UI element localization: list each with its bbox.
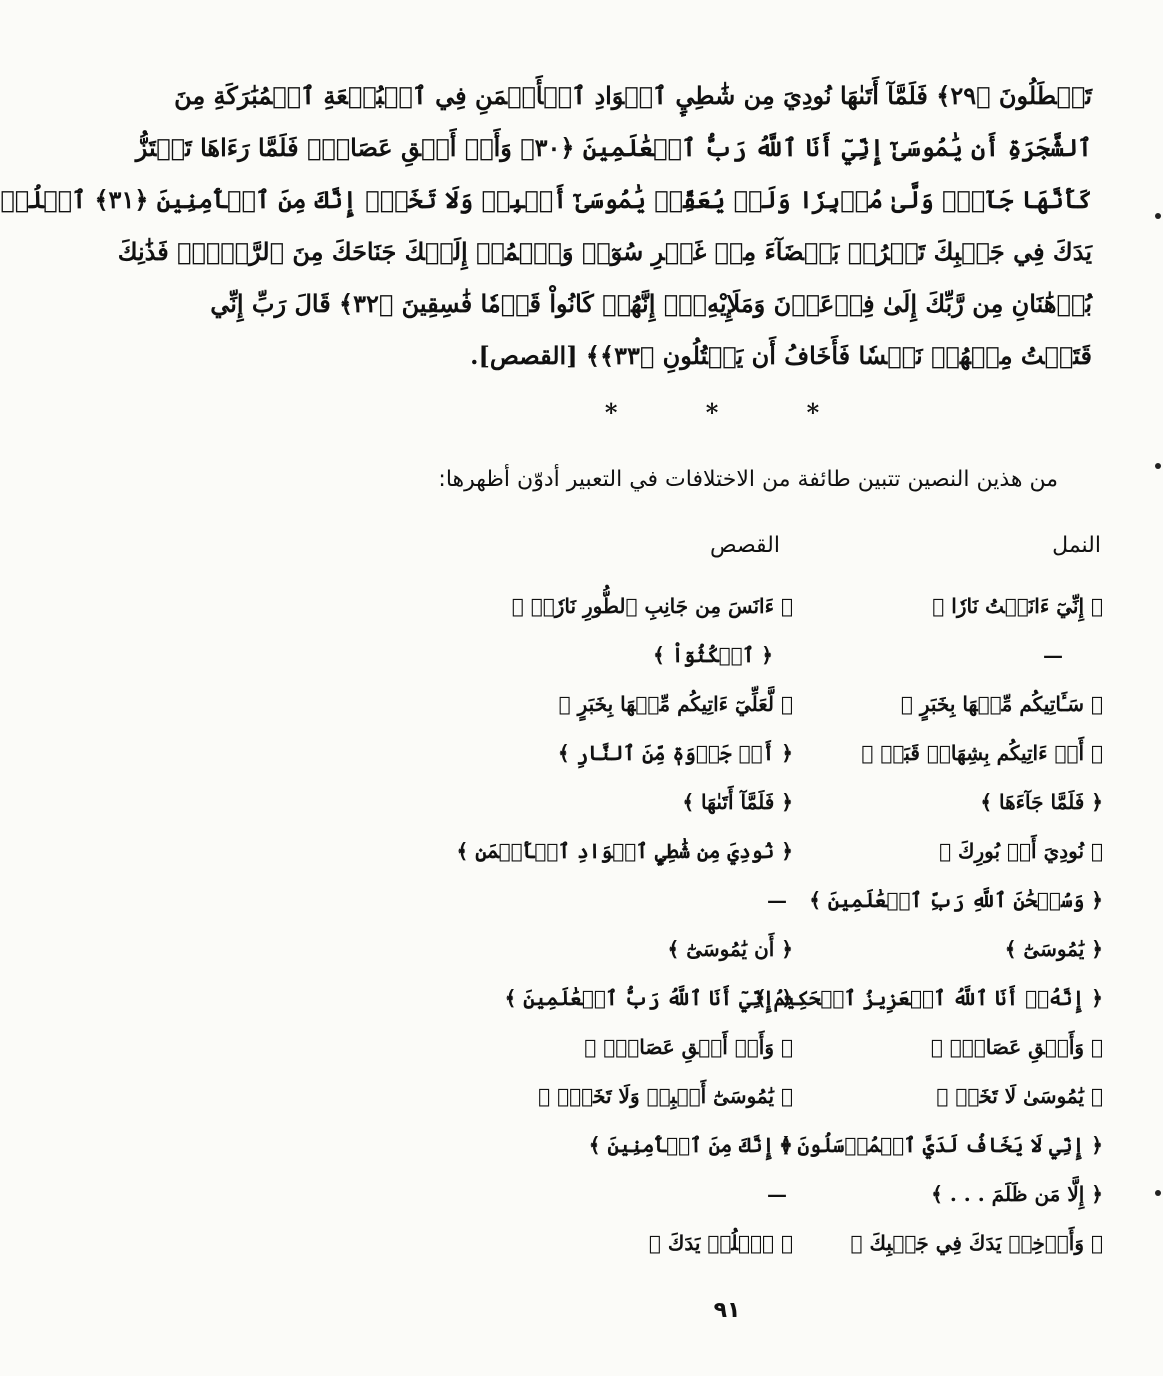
qasas-cell: ﴿ أَوۡ جَذۡوَةٖ مِّنَ ٱلنَّارِ ﴾ (557, 741, 793, 765)
comparison-row (456, 827, 1103, 876)
qasas-cell: ﴿ ءَانَسَ مِن جَانِبِ ٱلطُّورِ نَارٗاۖ ﴾ (511, 594, 793, 618)
comparison-row (483, 631, 1103, 680)
qasas-cell: ﴿ نُودِيَ مِن شَٰطِيِٕ ٱلۡوَادِ ٱلۡأَيۡمَنِ ﴾ (456, 839, 793, 863)
comparison-row (483, 680, 1103, 729)
passage-line: كَأَنَّهَا جَآنّٞ وَلَّىٰ مُدۡبِرٗا وَلَمۡ يُعَقِّبۚ يَٰمُوسَىٰٓ أَقۡبِلۡ وَلَا تَخَفۡۖ إِنَّكَ مِنَ ٱلۡأٓمِنِينَ ﴿٣١﴾ ٱسۡلُكۡ (0, 185, 1092, 214)
comparison-row (483, 1072, 1103, 1121)
naml-cell: ﴿ إِنِّيٓ ءَانَسۡتُ نَارٗا ﴾ (932, 594, 1103, 618)
naml-cell: ﴿ وَأَلۡقِ عَصَاكَۚ ﴾ (930, 1035, 1103, 1059)
qasas-cell: ﴿ إِنِّيٓ أَنَا ٱللَّهُ رَبُّ ٱلۡعَٰلَمِينَ ﴾ (504, 986, 793, 1010)
passage-line: قَتَلۡتُ مِنۡهُمۡ نَفۡسٗا فَأَخَافُ أَن يَقۡتُلُونِ ﴿٣٣﴾﴾ [القصص]. (470, 341, 1092, 370)
qasas-cell: ﴿ أَن يَٰمُوسَىٰٓ ﴾ (667, 937, 793, 961)
scan-margin-mark (1155, 463, 1161, 469)
comparison-row (483, 1023, 1103, 1072)
passage-line: بُرۡهَٰنَانِ مِن رَّبِّكَ إِلَىٰ فِرۡعَوۡنَ وَمَلَإِيْهِۦٓۚ إِنَّهُمۡ كَانُواْ قَوۡمٗا فَٰسِقِينَ ﴿٣٢﴾ قَالَ رَبِّ إِنِّي (210, 289, 1092, 318)
comparison-row (483, 1219, 1103, 1268)
scan-margin-mark (1155, 1190, 1161, 1196)
comparison-row (483, 582, 1103, 631)
comparison-row (483, 1121, 1103, 1170)
passage-line: تَصۡطَلُونَ ﴿٢٩﴾ فَلَمَّآ أَتَىٰهَا نُودِيَ مِن شَٰطِيِٕ ٱلۡوَادِ ٱلۡأَيۡمَنِ فِي ٱلۡبُقۡعَةِ ٱلۡمُبَٰرَكَةِ مِنَ (174, 81, 1092, 110)
naml-cell: ﴿ إِلَّا مَن ظَلَمَ . . . ﴾ (931, 1182, 1103, 1206)
qasas-cell: ﴿ لَّعَلِّيٓ ءَاتِيكُم مِّنۡهَا بِخَبَرٍ ﴾ (558, 692, 793, 716)
comparison-row (483, 974, 1103, 1023)
comparison-row (483, 778, 1103, 827)
naml-cell: ﴿ فَلَمَّا جَآءَهَا ﴾ (980, 790, 1103, 814)
qasas-cell: ﴿ إِنَّكَ مِنَ ٱلۡأٓمِنِينَ ﴾ (588, 1133, 793, 1157)
comparison-row (483, 876, 1103, 925)
column-header-qasas: القصص (710, 533, 780, 558)
comparison-row (483, 1170, 1103, 1219)
naml-cell: — (1043, 643, 1063, 667)
naml-cell: ﴿ وَسُبۡحَٰنَ ٱللَّهِ رَبِّ ٱلۡعَٰلَمِينَ ﴾ (809, 888, 1103, 912)
naml-cell: ﴿ وَأَدۡخِلۡ يَدَكَ فِي جَيۡبِكَ ﴾ (850, 1231, 1103, 1255)
naml-cell: ﴿ يَٰمُوسَىٰٓ ﴾ (1004, 937, 1103, 961)
qasas-cell: ﴿ ٱمۡكُثُوٓاْ ﴾ (653, 643, 773, 667)
comparison-table (456, 582, 1103, 1268)
section-separator: * * * (604, 398, 860, 427)
naml-cell: ﴿ نُودِيَ أَنۢ بُورِكَ ﴾ (939, 839, 1103, 863)
comparison-row (483, 925, 1103, 974)
naml-cell: ﴿ سَـَٔاتِيكُم مِّنۡهَا بِخَبَرٍ ﴾ (900, 692, 1103, 716)
comparison-row (483, 729, 1103, 778)
column-header-naml: النمل (1052, 533, 1101, 558)
naml-cell: ﴿ أَوۡ ءَاتِيكُم بِشِهَابٖ قَبَسٖ ﴾ (861, 741, 1103, 765)
intro-paragraph: من هذين النصين تتبين طائفة من الاختلافات في التعبير أدوّن أظهرها: (438, 467, 1058, 492)
qasas-cell: — (767, 888, 787, 912)
naml-cell: ﴿ إِنِّي لَا يَخَافُ لَدَيَّ ٱلۡمُرۡسَلُونَ ﴾ (778, 1133, 1103, 1157)
naml-cell: ﴿ إِنَّهُۥٓ أَنَا ٱللَّهُ ٱلۡعَزِيزُ ٱلۡحَكِيمُ ﴾ (754, 986, 1103, 1010)
qasas-cell: ﴿ فَلَمَّآ أَتَىٰهَا ﴾ (682, 790, 793, 814)
qasas-cell: ﴿ ٱسۡلُكۡ يَدَكَ ﴾ (648, 1231, 793, 1255)
page-number: ٩١ (713, 1298, 741, 1323)
qasas-cell: ﴿ وَأَنۡ أَلۡقِ عَصَاكَۖ ﴾ (584, 1035, 793, 1059)
qasas-cell: — (767, 1182, 787, 1206)
naml-cell: ﴿ يَٰمُوسَىٰ لَا تَخَفۡ ﴾ (936, 1084, 1103, 1108)
qasas-cell: ﴿ يَٰمُوسَىٰٓ أَقۡبِلۡ وَلَا تَخَفۡۖ ﴾ (538, 1084, 793, 1108)
passage-line: يَدَكَ فِي جَيۡبِكَ تَخۡرُجۡ بَيۡضَآءَ مِنۡ غَيۡرِ سُوٓءٖ وَٱضۡمُمۡ إِلَيۡكَ جَنَاحَكَ مِنَ ٱلرَّهۡبِۖ فَذَٰنِكَ (117, 237, 1092, 266)
scan-margin-mark (1155, 213, 1161, 219)
passage-line: ٱلشَّجَرَةِ أَن يَٰمُوسَىٰٓ إِنِّيٓ أَنَا ٱللَّهُ رَبُّ ٱلۡعَٰلَمِينَ ﴿٣٠﴾ وَأَنۡ أَلۡقِ عَصَاكَۖ فَلَمَّا رَءَاهَا تَهۡتَزُّ (135, 133, 1092, 162)
quran-passage (0, 70, 1092, 382)
